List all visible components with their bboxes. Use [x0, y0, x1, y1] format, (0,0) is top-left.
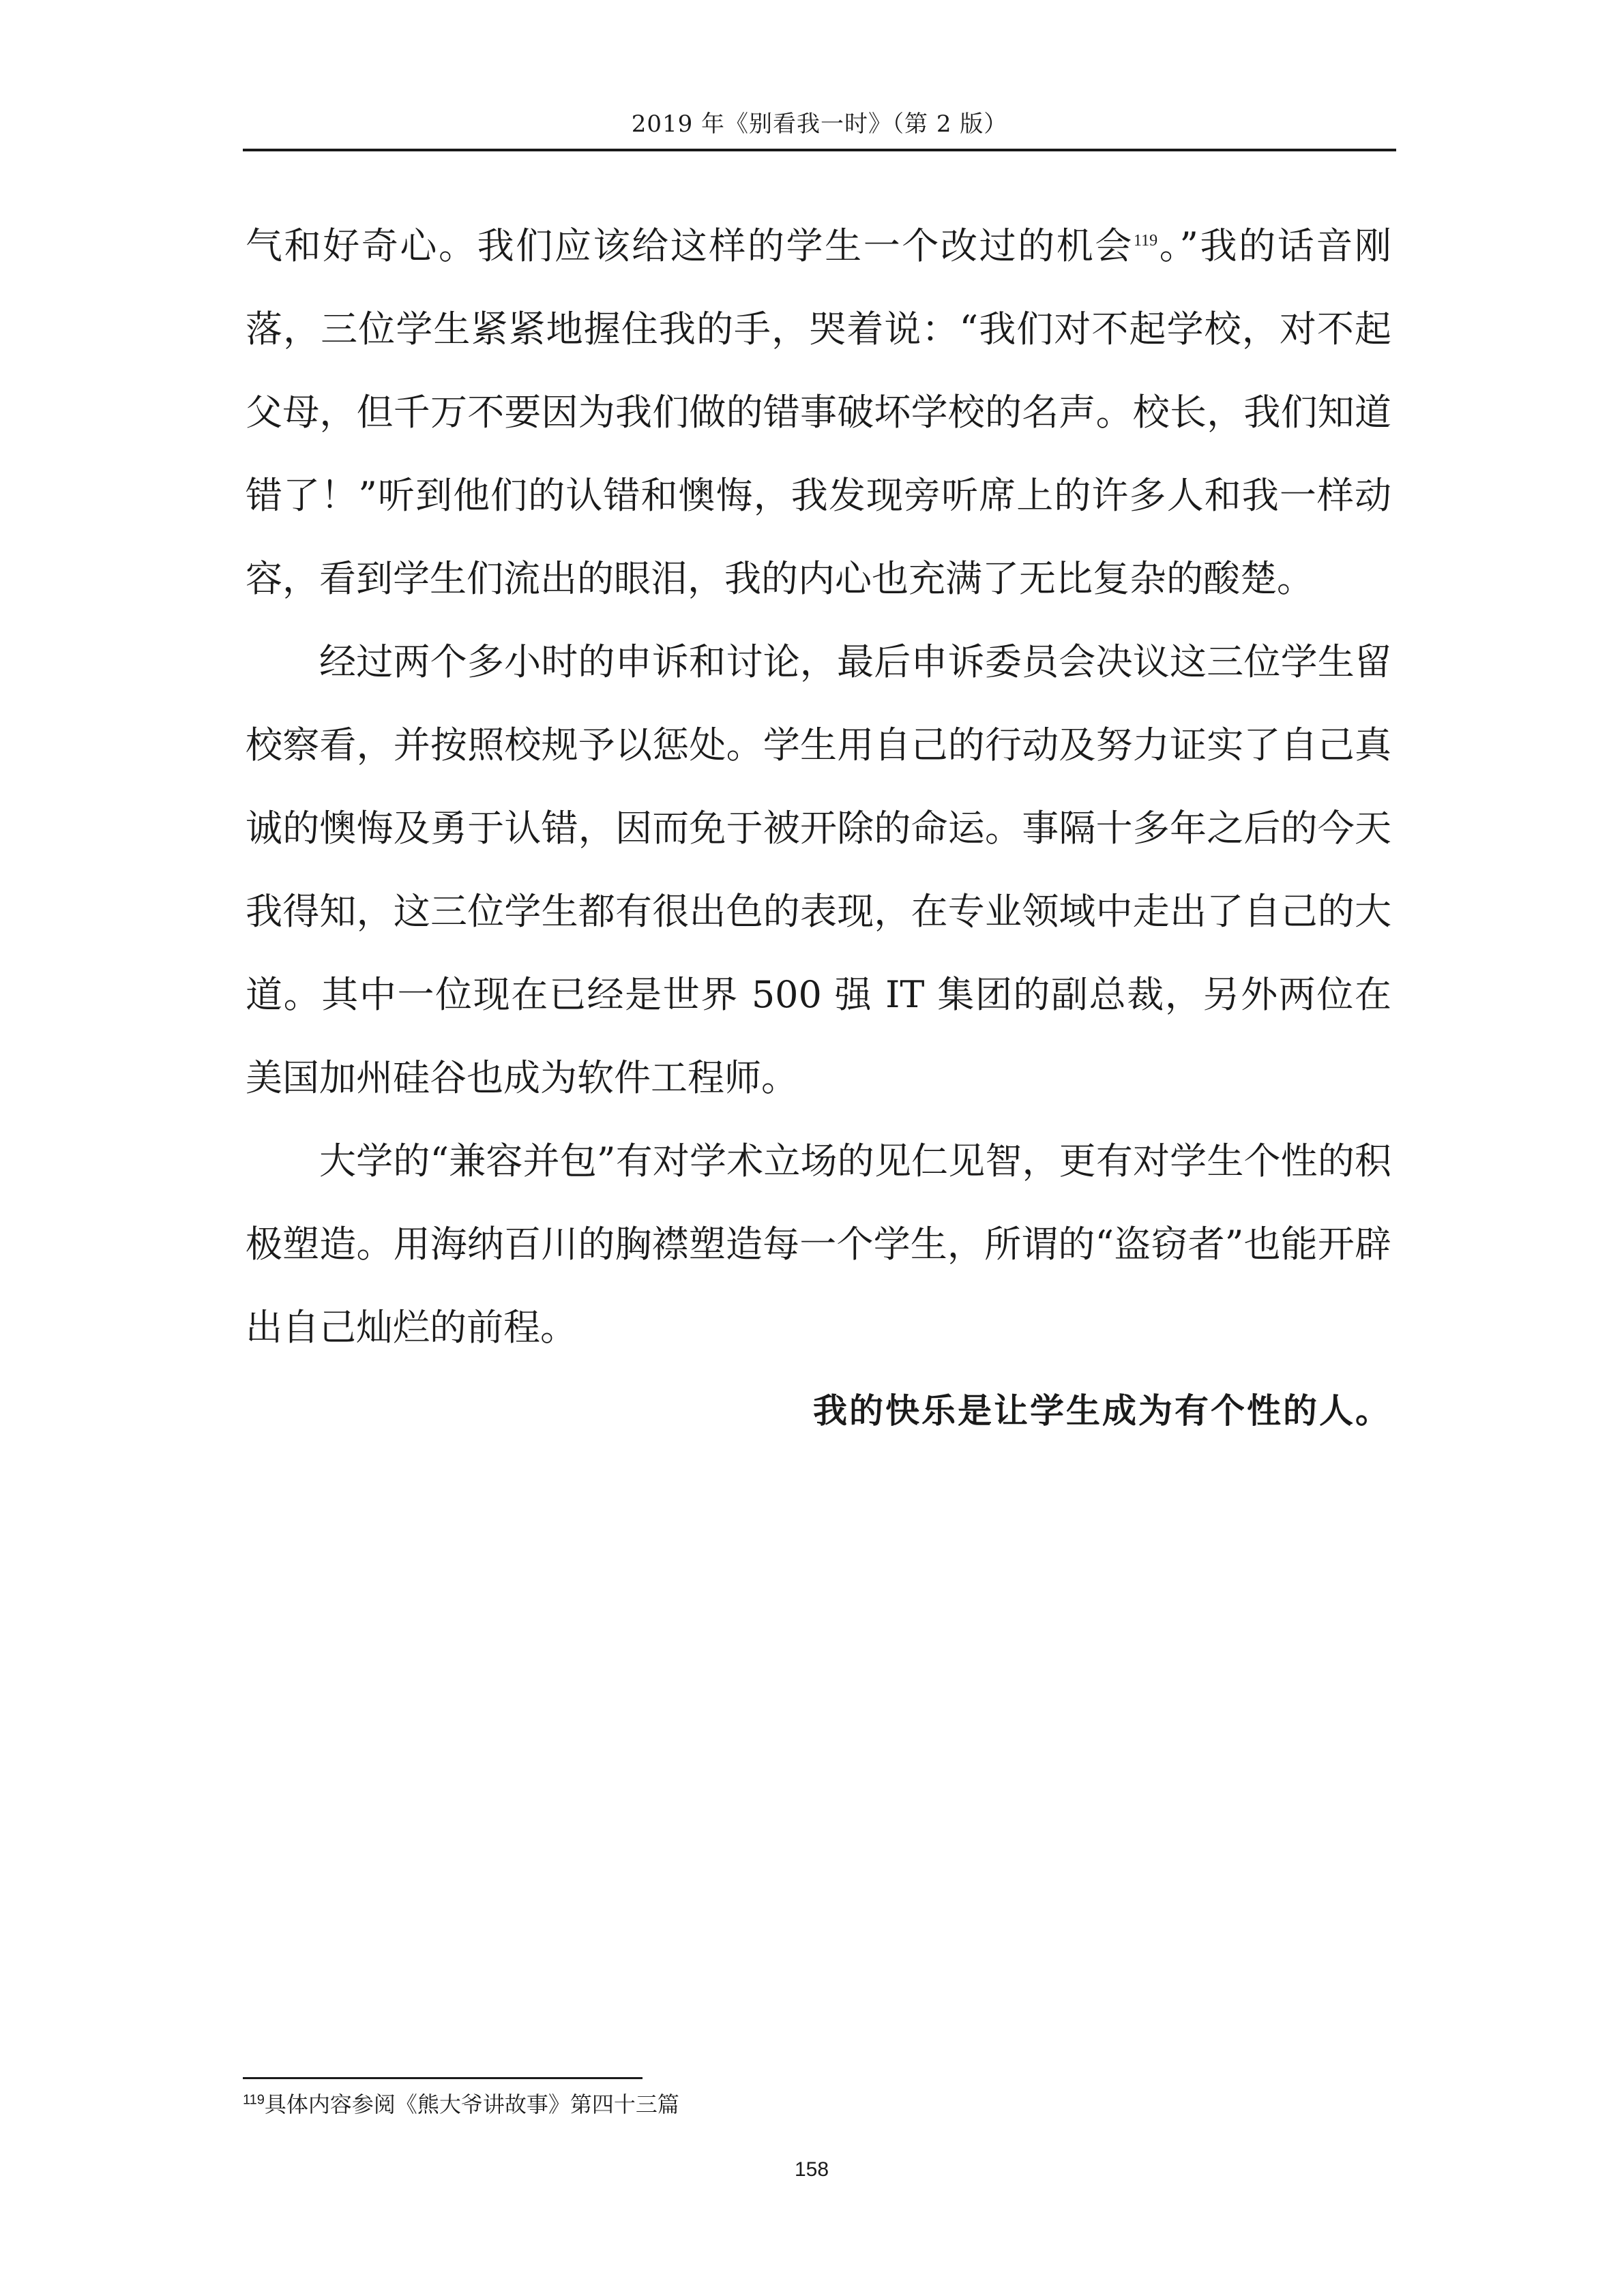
paragraph-1 [246, 205, 1391, 621]
paragraph-2: 经过两个多小时的申诉和讨论，最后申诉委员会决议这三位学生留校察看，并按照校规予以惩处。学生用自己的行动及努力证实了自己真诚的懊悔及勇于认错，因而免于被开除的命运。事隔十多年之后的今天我得知，这三位学生都有很出色的表现，在专业领域中走出了自己的大道。其中一位现在已经是世界 500 强 IT 集团的副总裁，另外两位在美国加州硅谷也成为软件工程师。 [246, 640, 1391, 1099]
footnote-reference: 119 [1134, 232, 1158, 250]
footnote-text: 具体内容参阅《熊大爷讲故事》第四十三篇 [264, 2091, 679, 2117]
footnote [243, 2089, 1389, 2119]
paragraph-1-text-a: 气和好奇心。我们应该给这样的学生一个改过的机会 [246, 224, 1134, 267]
footnote-rule [243, 2077, 643, 2079]
paragraph-1-text-b: 。”我的话音刚落，三位学生紧紧地握住我的手，哭着说：“我们对不起学校，对不起父母，但千万不要因为我们做的错事破坏学校的名声。校长，我们知道错了！”听到他们的认错和懊悔，我发现旁听席上的许多人和我一样动容，看到学生们流出的眼泪，我的内心也充满了无比复杂的酸楚。 [246, 224, 1391, 600]
header-rule [243, 149, 1396, 151]
running-header: 2019 年《别看我一时》（第 2 版） [631, 110, 1008, 138]
body-text [246, 205, 1391, 1452]
page-number: 158 [794, 2158, 829, 2181]
closing-statement: 我的快乐是让学生成为有个性的人。 [813, 1391, 1391, 1431]
footnote-mark: 119 [243, 2092, 265, 2108]
paragraph-3: 大学的“兼容并包”有对学术立场的见仁见智，更有对学生个性的积极塑造。用海纳百川的胸襟塑造每一个学生，所谓的“盗窃者”也能开辟出自己灿烂的前程。 [246, 1139, 1391, 1349]
